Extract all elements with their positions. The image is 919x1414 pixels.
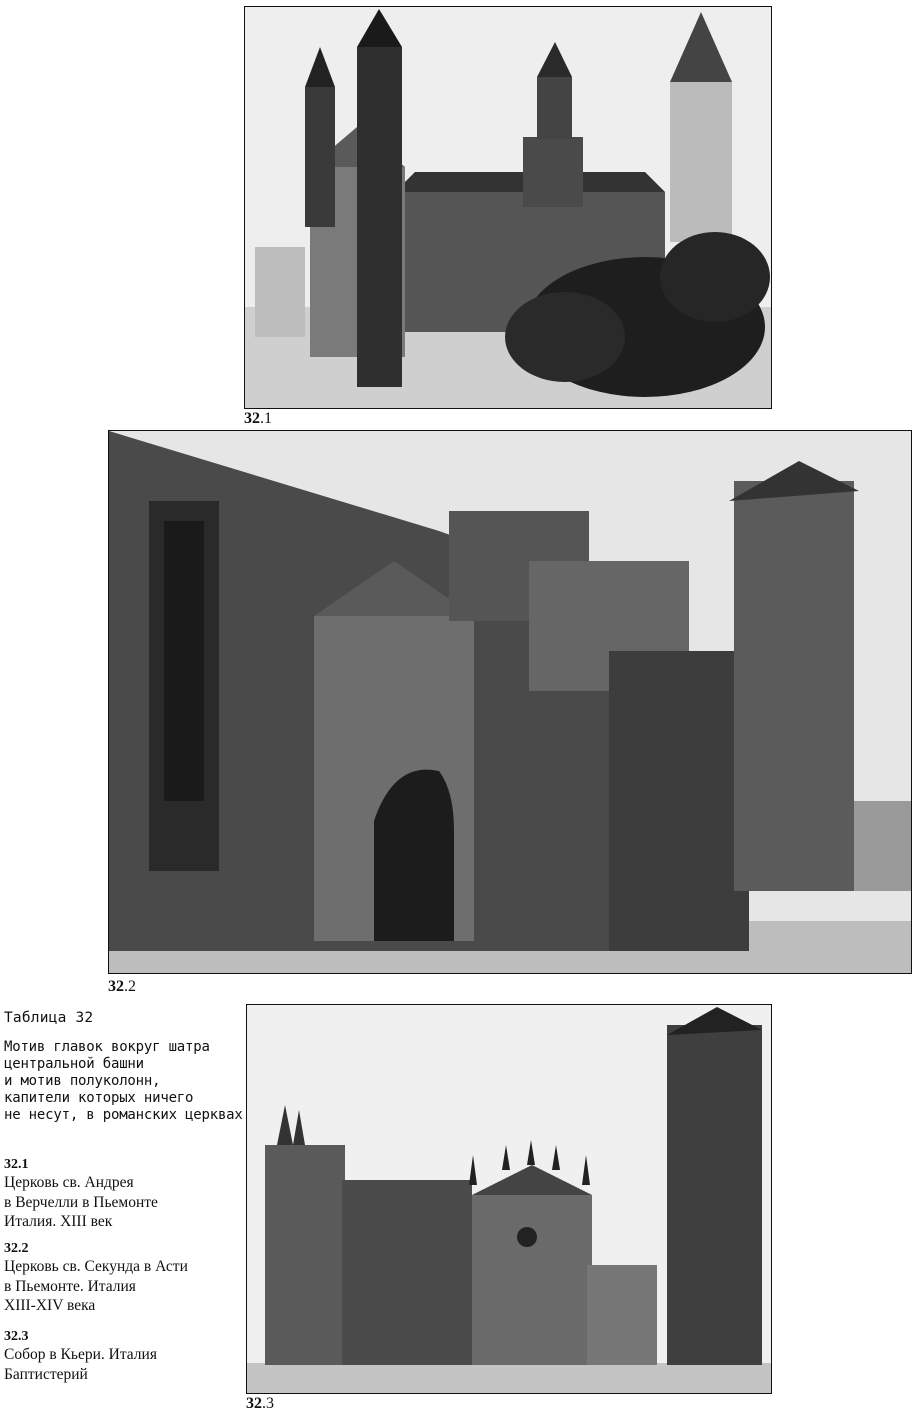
entry-id: 32.2: [4, 1241, 29, 1256]
entry-32-1: [4, 1156, 158, 1232]
photo-32-1: [244, 6, 772, 409]
description-line: и мотив полуколонн,: [4, 1073, 161, 1089]
entry-line: Собор в Кьери. Италия: [4, 1346, 157, 1363]
cathedral-chieri-image: [247, 1005, 771, 1393]
church-san-secondo-image: [109, 431, 911, 973]
figure-label-32-1: 32.1: [244, 410, 272, 427]
description-line: центральной башни: [4, 1056, 144, 1072]
entry-line: Италия. XIII век: [4, 1213, 113, 1230]
figure-label-32-3: 32.3: [246, 1395, 274, 1412]
entry-32-2: [4, 1240, 188, 1316]
table-description: [4, 1039, 249, 1124]
figure-label-32-2: 32.2: [108, 978, 136, 995]
entry-line: XIII-XIV века: [4, 1297, 96, 1314]
church-sant-andrea-image: [245, 7, 771, 408]
entry-line: Церковь св. Секунда в Асти: [4, 1258, 188, 1275]
description-line: не несут, в романских церквах: [4, 1107, 243, 1123]
entry-line: Церковь св. Андрея: [4, 1174, 134, 1191]
entry-line: в Пьемонте. Италия: [4, 1277, 136, 1295]
photo-32-2: [108, 430, 912, 974]
table-title: Таблица 32: [4, 1010, 94, 1026]
entry-id: 32.3: [4, 1329, 29, 1344]
entry-line: Баптистерий: [4, 1365, 88, 1383]
entry-32-3: [4, 1328, 157, 1384]
description-line: капители которых ничего: [4, 1090, 194, 1106]
entry-line: в Верчелли в Пьемонте: [4, 1193, 158, 1211]
photo-32-3: [246, 1004, 772, 1394]
entry-id: 32.1: [4, 1157, 29, 1172]
description-line: Мотив главок вокруг шатра: [4, 1039, 210, 1055]
